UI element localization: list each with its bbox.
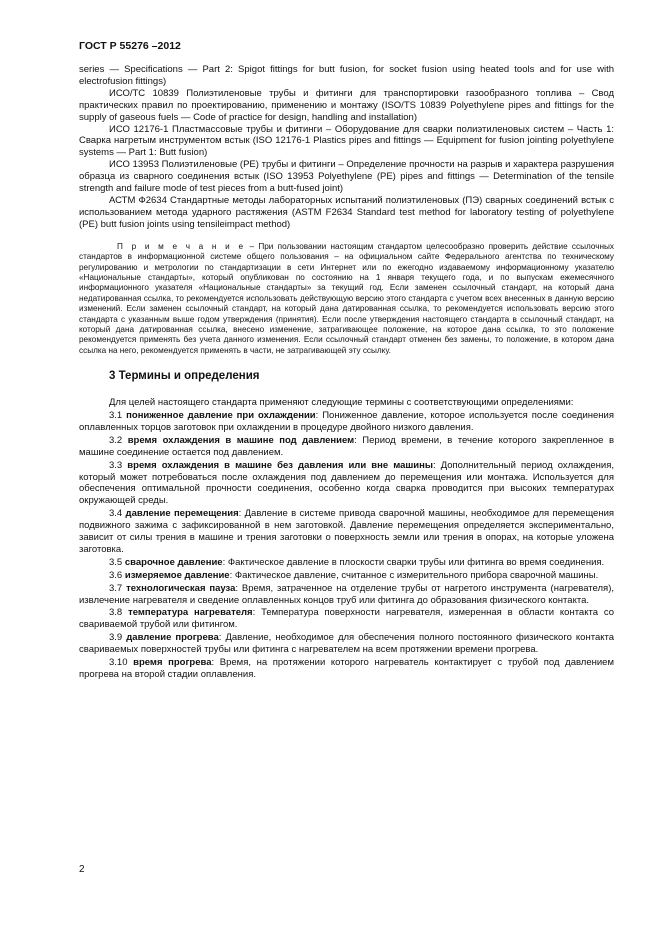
document-header: ГОСТ Р 55276 –2012: [79, 40, 181, 52]
term-definition: [79, 557, 614, 569]
term-definition: [79, 508, 614, 556]
reference-entry: ИСО 13953 Полиэтиленовые (PE) трубы и фитинги – Определение прочности на разрыв и характера разрушения образца из сварного соединения встык (ISO 13953 Polyethylene (PE) pipes and fittings — Determination of the tensile strength and failure mode of test pieces from a butt-fused joint): [79, 159, 614, 195]
term-definition: [79, 657, 614, 681]
reference-entry: ИСО 12176-1 Пластмассовые трубы и фитинги – Оборудование для сварки полиэтиленовых систем – Часть 1: Сварка нагретым инструментом встык (ISO 12176-1 Plastics pipes and fittings — Equipment for fusion jointing polyethylene systems — Part 1: Butt fusion): [79, 123, 614, 159]
note-paragraph: [79, 242, 614, 356]
term-name: время охлаждения в машине без давления или вне машины: [127, 459, 433, 471]
term-number: 3.1: [109, 409, 123, 421]
term-definition: [79, 632, 614, 656]
page-body: [79, 64, 614, 681]
term-number: 3.10: [109, 657, 128, 669]
term-number: 3.6: [109, 569, 123, 581]
term-text: : Дополнительный период охлаждения, который может потребоваться после охлаждения под давлением до перемещения или монтажа. Используется для обеспечения оптимальной прочности соединения, особенно когда сварка проводится при высоких температурах окружающей среды.: [79, 459, 614, 507]
term-text: : Время, на протяжении которого нагреватель контактирует с трубой под давлением прогрева на второй стадии оплавления.: [79, 657, 614, 680]
section-heading: 3 Термины и определения: [109, 370, 260, 383]
term-name: время охлаждения в машине под давлением: [127, 434, 355, 446]
term-text: : Фактическое давление, считанное с измерительного прибора сварочной машины.: [229, 569, 599, 581]
term-name: технологическая пауза: [126, 582, 236, 594]
term-definition: [79, 410, 614, 434]
term-number: 3.8: [109, 607, 123, 619]
section-intro: Для целей настоящего стандарта применяют следующие термины с соответствующими определениями:: [109, 397, 574, 409]
term-definition: [79, 435, 614, 459]
term-number: 3.3: [109, 459, 123, 471]
term-number: 3.2: [109, 434, 123, 446]
page-number: 2: [79, 864, 85, 875]
term-text: : Период времени, в течение которого закрепленное в машине соединение остается под давлением.: [79, 434, 614, 458]
term-name: время прогрева: [133, 657, 212, 669]
term-text: : Температура поверхности нагревателя, измеренная в области контакта со свариваемой трубой или фитингом.: [79, 607, 615, 631]
term-definition: [79, 570, 614, 582]
term-text: : Давление в системе привода сварочной машины, необходимое для перемещения подвижного зажима с зафиксированной в нем заготовкой. Давление перемещения определяется экспериментально, зависит от силы трения в машине и трения заготовки о поверхность земли или трения в опорах, на которые уложена заготовка.: [79, 508, 615, 555]
term-name: давление прогрева: [126, 632, 219, 644]
term-number: 3.5: [109, 556, 123, 568]
term-definition: [79, 607, 614, 631]
note-text: – При пользовании настоящим стандартом целесообразно проверить действие ссылочных стандартов в информационной системе общего пользования – на официальном сайте Федерального агентства по техническому регулированию и метрологии по стандартизации в сети Интернет или по ежегодно издаваемому информационному указателю «Национальные стандарты», который опубликован по состоянию на 1 января текущего года, и по выпускам ежемесячного информационного указателя «Национальные стандарты» за текущий год. Если заменен ссылочный стандарт, на который дана недатированная ссылка, то рекомендуется использовать действующую версию этого стандарта с учетом всех внесенных в данную версию изменений. Если заменен ссылочный стандарт, на который дана датированная ссылка, то рекомендуется использовать версию этого стандарта с указанным выше годом утверждения (принятия). Если после утверждения настоящего стандарта в ссылочный стандарт, на который дана датированная ссылка, внесено изменение, затрагивающее положение, на которое дана ссылка, то это положение рекомендуется применять без учета данного изменения. Если ссылочный стандарт отменен без замены, то положение, в котором дана ссылка на него, рекомендуется применять в части, не затрагивающей эту ссылку.: [79, 241, 615, 355]
reference-entry: ИСО/ТС 10839 Полиэтиленовые трубы и фитинги для транспортировки газообразного топлива – Свод практических правил по проектированию, применению и монтажу (ISO/TS 10839 Polyethylene pipes and fittings for the supply of gaseous fuels — Code of practice for design, handling and installation): [79, 87, 614, 123]
term-definition: [79, 583, 614, 607]
term-name: пониженное давление при охлаждении: [126, 409, 316, 421]
term-name: давление перемещения: [125, 508, 239, 520]
reference-entry: АСТМ Ф2634 Стандартные методы лабораторных испытаний полиэтиленовых (ПЭ) сварных соединений встык с использованием метода ударного растяжения (ASTM F2634 Standard test method for laboratory testing of polyethylene (PE) butt fusion joints using tensileimpact method): [79, 194, 614, 230]
reference-continuation: series — Specifications — Part 2: Spigot fittings for butt fusion, for socket fusion using heated tools and for use with electrofusion fittings): [79, 64, 614, 87]
term-number: 3.9: [109, 632, 123, 644]
term-number: 3.4: [109, 508, 123, 520]
term-definition: [79, 460, 614, 508]
term-text: : Фактическое давление в плоскости сварки трубы или фитинга во время соединения.: [222, 556, 605, 568]
term-text: : Давление, необходимое для обеспечения полного постоянного физического контакта свариваемых поверхностей трубы или фитинга с нагревателем на всем протяжении времени прогрева.: [79, 632, 615, 656]
term-text: : Время, затраченное на отделение трубы от нагретого инструмента (нагревателя), извлечение нагревателя и сведение оплавленных концов труб или фитинга до образования физического контакта.: [79, 582, 614, 606]
term-name: температура нагревателя: [128, 607, 253, 619]
term-name: измеряемое давление: [124, 569, 230, 581]
note-label: П р и м е ч а н и е: [117, 241, 246, 251]
term-name: сварочное давление: [124, 556, 223, 568]
term-number: 3.7: [109, 582, 123, 594]
term-text: : Пониженное давление, которое используется после соединения оплавленных торцов заготовок при охлаждении в процедуре двойного низкого давления.: [79, 409, 614, 433]
